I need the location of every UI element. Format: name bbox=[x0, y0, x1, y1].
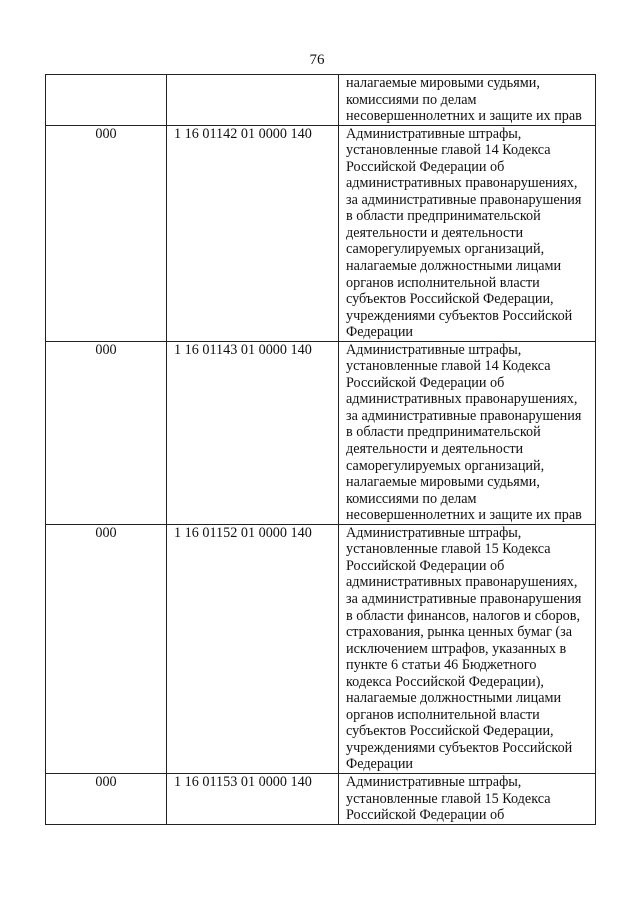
budget-code-cell: 1 16 01152 01 0000 140 bbox=[167, 524, 339, 773]
revenue-name-line: Федерации bbox=[346, 756, 414, 773]
revenue-name-line: органов исполнительной власти bbox=[346, 274, 540, 291]
revenue-name-line: налагаемые должностными лицами bbox=[346, 258, 562, 275]
page-number: 76 bbox=[309, 52, 325, 68]
revenue-name-line: учреждениями субъектов Российской bbox=[346, 739, 573, 756]
revenue-name-cell bbox=[339, 75, 596, 126]
budget-code-cell bbox=[167, 75, 339, 126]
revenue-name-line: Административные штрафы, bbox=[346, 341, 522, 358]
budget-code-cell: 1 16 01143 01 0000 140 bbox=[167, 341, 339, 524]
revenue-name-line: комиссиями по делам bbox=[346, 91, 477, 108]
revenue-name-line: субъектов Российской Федерации, bbox=[346, 723, 554, 740]
revenue-name-line: саморегулируемых организаций, bbox=[346, 457, 545, 474]
revenue-name-line: установленные главой 15 Кодекса bbox=[346, 541, 551, 558]
table-row bbox=[46, 341, 596, 524]
revenue-name-line: налагаемые должностными лицами bbox=[346, 690, 562, 707]
revenue-name-line: установленные главой 14 Кодекса bbox=[346, 142, 551, 159]
budget-classification-table bbox=[45, 74, 596, 825]
revenue-name-line: деятельности и деятельности bbox=[346, 224, 524, 241]
revenue-name-line: за административные правонарушения bbox=[346, 407, 582, 424]
revenue-name-line: органов исполнительной власти bbox=[346, 706, 540, 723]
revenue-name-line: деятельности и деятельности bbox=[346, 441, 524, 458]
revenue-name-line: комиссиями по делам bbox=[346, 490, 477, 507]
admin-code-cell: 000 bbox=[46, 524, 167, 773]
revenue-name-cell bbox=[339, 341, 596, 524]
revenue-name-cell bbox=[339, 524, 596, 773]
admin-code-cell bbox=[46, 75, 167, 126]
revenue-name-line: несовершеннолетних и защите их прав bbox=[346, 108, 582, 125]
revenue-name-line: налагаемые мировыми судьями, bbox=[346, 75, 540, 91]
admin-code-cell: 000 bbox=[46, 125, 167, 341]
revenue-name-line: установленные главой 14 Кодекса bbox=[346, 358, 551, 375]
revenue-name-line: за административные правонарушения bbox=[346, 590, 582, 607]
table-row bbox=[46, 125, 596, 341]
budget-code-cell: 1 16 01153 01 0000 140 bbox=[167, 773, 339, 824]
revenue-name-line: Административные штрафы, bbox=[346, 125, 522, 142]
revenue-name-line: учреждениями субъектов Российской bbox=[346, 307, 573, 324]
table-row bbox=[46, 75, 596, 126]
revenue-name-line: в области предпринимательской bbox=[346, 208, 541, 225]
table-row bbox=[46, 773, 596, 824]
revenue-name-line: исключением штрафов, указанных в bbox=[346, 640, 567, 657]
revenue-name-line: Российской Федерации об bbox=[346, 374, 505, 391]
revenue-name-line: пункте 6 статьи 46 Бюджетного bbox=[346, 657, 537, 674]
revenue-name-line: несовершеннолетних и защите их прав bbox=[346, 507, 582, 524]
revenue-name-cell bbox=[339, 773, 596, 824]
revenue-name-line: административных правонарушениях, bbox=[346, 175, 578, 192]
revenue-name-line: в области предпринимательской bbox=[346, 424, 541, 441]
revenue-name-line: Российской Федерации об bbox=[346, 807, 505, 824]
budget-code-cell: 1 16 01142 01 0000 140 bbox=[167, 125, 339, 341]
revenue-name-line: установленные главой 15 Кодекса bbox=[346, 790, 551, 807]
revenue-name-line: Российской Федерации об bbox=[346, 158, 505, 175]
revenue-name-line: страхования, рынка ценных бумаг (за bbox=[346, 624, 573, 641]
admin-code-cell: 000 bbox=[46, 773, 167, 824]
admin-code-cell: 000 bbox=[46, 341, 167, 524]
revenue-name-line: административных правонарушениях, bbox=[346, 574, 578, 591]
revenue-name-line: налагаемые мировыми судьями, bbox=[346, 474, 540, 491]
revenue-name-line: кодекса Российской Федерации), bbox=[346, 673, 544, 690]
revenue-name-line: в области финансов, налогов и сборов, bbox=[346, 607, 581, 624]
revenue-name-line: за административные правонарушения bbox=[346, 191, 582, 208]
table-row bbox=[46, 524, 596, 773]
revenue-name-line: Административные штрафы, bbox=[346, 773, 522, 790]
revenue-name-line: Административные штрафы, bbox=[346, 524, 522, 541]
revenue-name-line: Федерации bbox=[346, 324, 414, 341]
revenue-name-line: субъектов Российской Федерации, bbox=[346, 291, 554, 308]
table-body bbox=[46, 75, 596, 825]
revenue-name-cell bbox=[339, 125, 596, 341]
revenue-name-line: саморегулируемых организаций, bbox=[346, 241, 545, 258]
revenue-name-line: административных правонарушениях, bbox=[346, 391, 578, 408]
revenue-name-line: Российской Федерации об bbox=[346, 557, 505, 574]
